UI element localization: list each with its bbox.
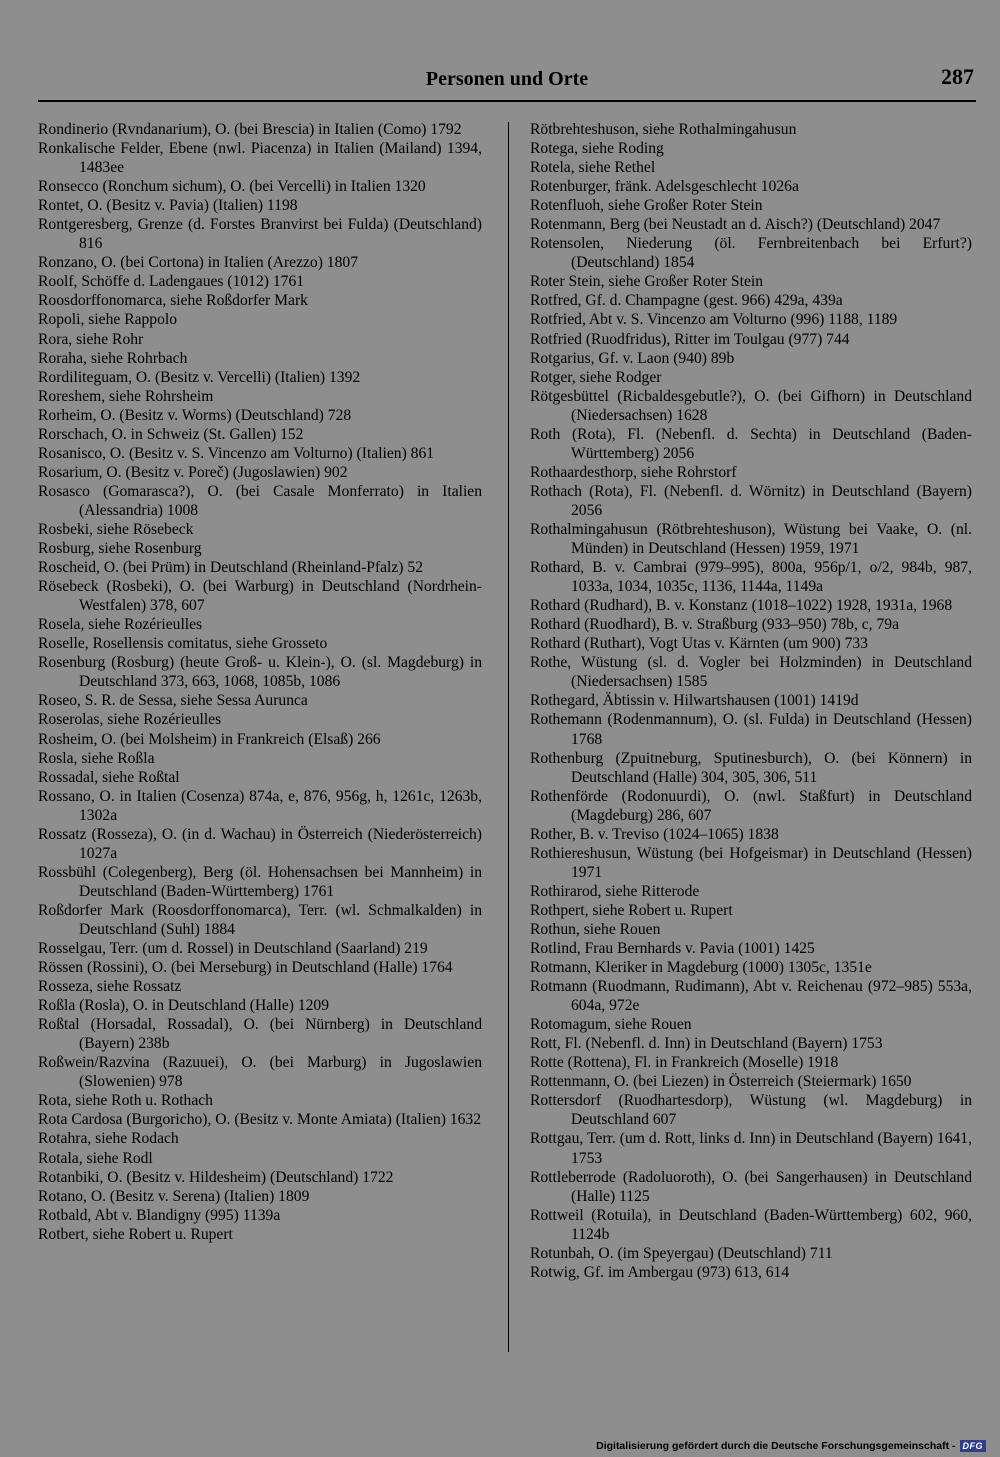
index-entry: Rössen (Rossini), O. (bei Merseburg) in Deutschland (Halle) 1764	[38, 959, 453, 977]
footer	[596, 1439, 986, 1453]
index-entry: Rothalmingahusun (Rötbrehteshuson), Wüstung bei Vaake, O. (nl. Münden) in Deutschland (Hessen) 1959, 1971	[530, 520, 972, 558]
index-entry: Rotmann, Kleriker in Magdeburg (1000) 1305c, 1351e	[530, 959, 872, 977]
index-entry: Roscheid, O. (bei Prüm) in Deutschland (Rheinland-Pfalz) 52	[38, 559, 423, 577]
index-entry: Rothach (Rota), Fl. (Nebenfl. d. Wörnitz) in Deutschland (Bayern) 2056	[530, 482, 972, 519]
index-entry: Rontet, O. (Besitz v. Pavia) (Italien) 1198	[38, 197, 298, 215]
index-entry: Rothpert, siehe Robert u. Rupert	[530, 901, 733, 919]
index-entry: Rossbühl (Colegenberg), Berg (öl. Hohensachsen bei Mannheim) in Deutschland (Baden-Württemberg) 1761	[38, 863, 482, 900]
index-entry: Ropoli, siehe Rappolo	[38, 311, 178, 329]
index-entry: Rotenfluoh, siehe Großer Roter Stein	[530, 197, 763, 215]
index-entry: Ronzano, O. (bei Cortona) in Italien (Arezzo) 1807	[38, 254, 358, 272]
index-entry: Rötbrehteshuson, siehe Rothalmingahusun	[530, 121, 797, 138]
index-entry: Rothenförde (Rodonuurdi), O. (nwl. Staßfurt) in Deutschland (Magdeburg) 286, 607	[530, 787, 972, 824]
index-entry: Rotala, siehe Rodl	[38, 1149, 153, 1167]
index-entry: Rosela, siehe Rozérieulles	[38, 616, 203, 634]
index-entry: Rottgau, Terr. (um d. Rott, links d. Inn) in Deutschland (Bayern) 1641, 1753	[530, 1130, 972, 1167]
index-entry: Rott, Fl. (Nebenfl. d. Inn) in Deutschland (Bayern) 1753	[530, 1035, 883, 1053]
index-entry: Ronsecco (Ronchum sichum), O. (bei Vercelli) in Italien 1320	[38, 178, 426, 196]
index-entry: Rothaardesthorp, siehe Rohrstorf	[530, 463, 737, 481]
index-entry: Roraha, siehe Rohrbach	[38, 349, 188, 367]
index-entry: Rotega, siehe Roding	[530, 140, 664, 158]
index-entry: Rothemann (Rodenmannum), O. (sl. Fulda) in Deutschland (Hessen) 1768	[530, 711, 972, 748]
index-entry: Rotahra, siehe Rodach	[38, 1130, 179, 1148]
index-entry: Rorschach, O. in Schweiz (St. Gallen) 152	[38, 425, 304, 443]
index-entry: Roosdorffonomarca, siehe Roßdorfer Mark	[38, 292, 308, 310]
index-entry: Rottenmann, O. (bei Liezen) in Österreich (Steiermark) 1650	[530, 1073, 912, 1091]
index-entry: Roserolas, siehe Rozérieulles	[38, 711, 222, 729]
index-entry: Rotbert, siehe Robert u. Rupert	[38, 1225, 233, 1243]
index-entry: Roter Stein, siehe Großer Roter Stein	[530, 273, 763, 291]
index-entry: Rotmann (Ruodmann, Rudimann), Abt v. Reichenau (972–985) 553a, 604a, 972e	[530, 978, 972, 1015]
index-entry: Rotlind, Frau Bernhards v. Pavia (1001) 1425	[530, 940, 815, 958]
index-entry: Rordiliteguam, O. (Besitz v. Vercelli) (Italien) 1392	[38, 368, 361, 386]
index-entry: Rora, siehe Rohr	[38, 330, 144, 348]
index-entry: Rothenburg (Zpuitneburg, Sputinesburch), O. (bei Könnern) in Deutschland (Halle) 304, 305, 306, 511	[530, 749, 972, 786]
index-entry: Rothard (Ruthart), Vogt Utas v. Kärnten (um 900) 733	[530, 635, 868, 653]
index-entry: Rotger, siehe Rodger	[530, 368, 662, 386]
index-entry: Rottersdorf (Ruodhartesdorp), Wüstung (wl. Magdeburg) in Deutschland 607	[530, 1092, 972, 1129]
index-entry: Rotela, siehe Rethel	[530, 159, 656, 177]
index-entry: Rotensolen, Niederung (öl. Fernbreitenbach bei Erfurt?) (Deutschland) 1854	[530, 235, 972, 272]
column-divider	[508, 122, 509, 1352]
index-column-left	[38, 120, 482, 1244]
page-number: 287	[941, 64, 974, 89]
index-entry: Rosanisco, O. (Besitz v. S. Vincenzo am Volturno) (Italien) 861	[38, 444, 435, 462]
index-entry: Rossatz (Rosseza), O. (in d. Wachau) in Österreich (Niederösterreich) 1027a	[38, 825, 482, 862]
index-entry: Rosselgau, Terr. (um d. Rossel) in Deutschland (Saarland) 219	[38, 940, 428, 958]
index-entry: Rothiereshusun, Wüstung (bei Hofgeismar) in Deutschland (Hessen) 1971	[530, 844, 972, 881]
index-entry: Roseo, S. R. de Sessa, siehe Sessa Aurunca	[38, 692, 308, 710]
index-entry: Rothirarod, siehe Ritterode	[530, 882, 700, 900]
index-entry: Rothe, Wüstung (sl. d. Vogler bei Holzminden) in Deutschland (Niedersachsen) 1585	[530, 654, 972, 691]
index-entry: Rotfried, Abt v. S. Vincenzo am Volturno (996) 1188, 1189	[530, 311, 898, 329]
index-entry: Rotgarius, Gf. v. Laon (940) 89b	[530, 349, 735, 367]
index-entry: Ronkalische Felder, Ebene (nwl. Piacenza) in Italien (Mailand) 1394, 1483ee	[38, 140, 482, 177]
index-entry: Rosheim, O. (bei Molsheim) in Frankreich (Elsaß) 266	[38, 730, 381, 748]
index-entry: Rottleberrode (Radoluoroth), O. (bei Sangerhausen) in Deutschland (Halle) 1125	[530, 1168, 972, 1205]
index-entry: Roßwein/Razvina (Razuuei), O. (bei Marburg) in Jugoslawien (Slowenien) 978	[38, 1054, 482, 1091]
index-entry: Rosasco (Gomarasca?), O. (bei Casale Monferrato) in Italien (Alessandria) 1008	[38, 482, 482, 519]
index-entry: Rothard (Ruodhard), B. v. Straßburg (933–950) 78b, c, 79a	[530, 616, 899, 634]
index-entry: Rota Cardosa (Burgoricho), O. (Besitz v. Monte Amiata) (Italien) 1632	[38, 1111, 482, 1129]
index-entry: Rosla, siehe Roßla	[38, 749, 155, 767]
index-entry: Roth (Rota), Fl. (Nebenfl. d. Sechta) in Deutschland (Baden-Württemberg) 2056	[530, 425, 972, 462]
index-entry: Rother, B. v. Treviso (1024–1065) 1838	[530, 825, 779, 843]
index-entry: Rosarium, O. (Besitz v. Poreč) (Jugoslawien) 902	[38, 463, 348, 481]
index-entry: Rotomagum, siehe Rouen	[530, 1016, 692, 1034]
index-entry: Rottweil (Rotuila), in Deutschland (Baden-Württemberg) 602, 960, 1124b	[530, 1206, 972, 1243]
index-entry: Rosseza, siehe Rossatz	[38, 978, 182, 996]
index-entry: Rotbald, Abt v. Blandigny (995) 1139a	[38, 1206, 281, 1224]
index-entry: Rotenburger, fränk. Adelsgeschlecht 1026a	[530, 178, 799, 196]
index-entry: Rötgesbüttel (Ricbaldesgebutle?), O. (bei Gifhorn) in Deutschland (Niedersachsen) 1628	[530, 387, 972, 424]
index-entry: Rothegard, Äbtissin v. Hilwartshausen (1001) 1419d	[530, 692, 859, 710]
index-entry: Rothun, siehe Rouen	[530, 920, 661, 938]
index-entry: Roreshem, siehe Rohrsheim	[38, 387, 214, 405]
index-entry: Rosenburg (Rosburg) (heute Groß- u. Klein-), O. (sl. Magdeburg) in Deutschland 373, 663, 1068, 1085b, 1086	[38, 654, 482, 691]
index-entry: Roßtal (Horsadal, Rossadal), O. (bei Nürnberg) in Deutschland (Bayern) 238b	[38, 1016, 482, 1053]
index-entry: Rotenmann, Berg (bei Neustadt an d. Aisch?) (Deutschland) 2047	[530, 216, 941, 234]
index-entry: Rontgeresberg, Grenze (d. Forstes Branvirst bei Fulda) (Deutschland) 816	[38, 216, 482, 253]
index-entry: Rothard (Rudhard), B. v. Konstanz (1018–1022) 1928, 1931a, 1968	[530, 597, 953, 615]
index-entry: Rotwig, Gf. im Ambergau (973) 613, 614	[530, 1263, 790, 1281]
index-entry: Rotunbah, O. (im Speyergau) (Deutschland) 711	[530, 1244, 833, 1262]
index-entry: Rotfried (Ruodfridus), Ritter im Toulgau (977) 744	[530, 330, 850, 348]
index-entry: Roselle, Rosellensis comitatus, siehe Grosseto	[38, 635, 328, 653]
index-entry: Rotfred, Gf. d. Champagne (gest. 966) 429a, 439a	[530, 292, 843, 310]
index-entry: Rotano, O. (Besitz v. Serena) (Italien) 1809	[38, 1187, 310, 1205]
index-entry: Rosbeki, siehe Rösebeck	[38, 520, 194, 538]
index-entry: Rondinerio (Rvndanarium), O. (bei Brescia) in Italien (Como) 1792	[38, 121, 462, 138]
index-entry: Rotte (Rottena), Fl. in Frankreich (Moselle) 1918	[530, 1054, 839, 1072]
index-entry: Roßdorfer Mark (Roosdorffonomarca), Terr. (wl. Schmalkalden) in Deutschland (Suhl) 1884	[38, 901, 482, 938]
index-entry: Rossadal, siehe Roßtal	[38, 768, 180, 786]
index-entry: Rotanbiki, O. (Besitz v. Hildesheim) (Deutschland) 1722	[38, 1168, 394, 1186]
index-entry: Roolf, Schöffe d. Ladengaues (1012) 1761	[38, 273, 305, 291]
index-entry: Rosburg, siehe Rosenburg	[38, 540, 202, 558]
dfg-logo[interactable]: DFG	[960, 1440, 987, 1452]
footer-credit: Digitalisierung gefördert durch die Deutsche Forschungsgemeinschaft -	[596, 1440, 956, 1452]
index-entry: Rossano, O. in Italien (Cosenza) 874a, e, 876, 956g, h, 1261c, 1263b, 1302a	[38, 787, 482, 824]
index-entry: Rorheim, O. (Besitz v. Worms) (Deutschland) 728	[38, 406, 352, 424]
page-header	[38, 60, 976, 102]
index-entry: Rothard, B. v. Cambrai (979–995), 800a, 956p/1, o/2, 984b, 987, 1033a, 1034, 1035c, 1136, 1144a, 1149a	[530, 559, 972, 596]
index-entry: Rota, siehe Roth u. Rothach	[38, 1092, 213, 1110]
page-title: Personen und Orte	[425, 68, 589, 90]
index-column-right	[530, 120, 972, 1282]
index-entry: Roßla (Rosla), O. in Deutschland (Halle) 1209	[38, 997, 330, 1015]
index-entry: Rösebeck (Rosbeki), O. (bei Warburg) in Deutschland (Nordrhein-Westfalen) 378, 607	[38, 578, 482, 615]
